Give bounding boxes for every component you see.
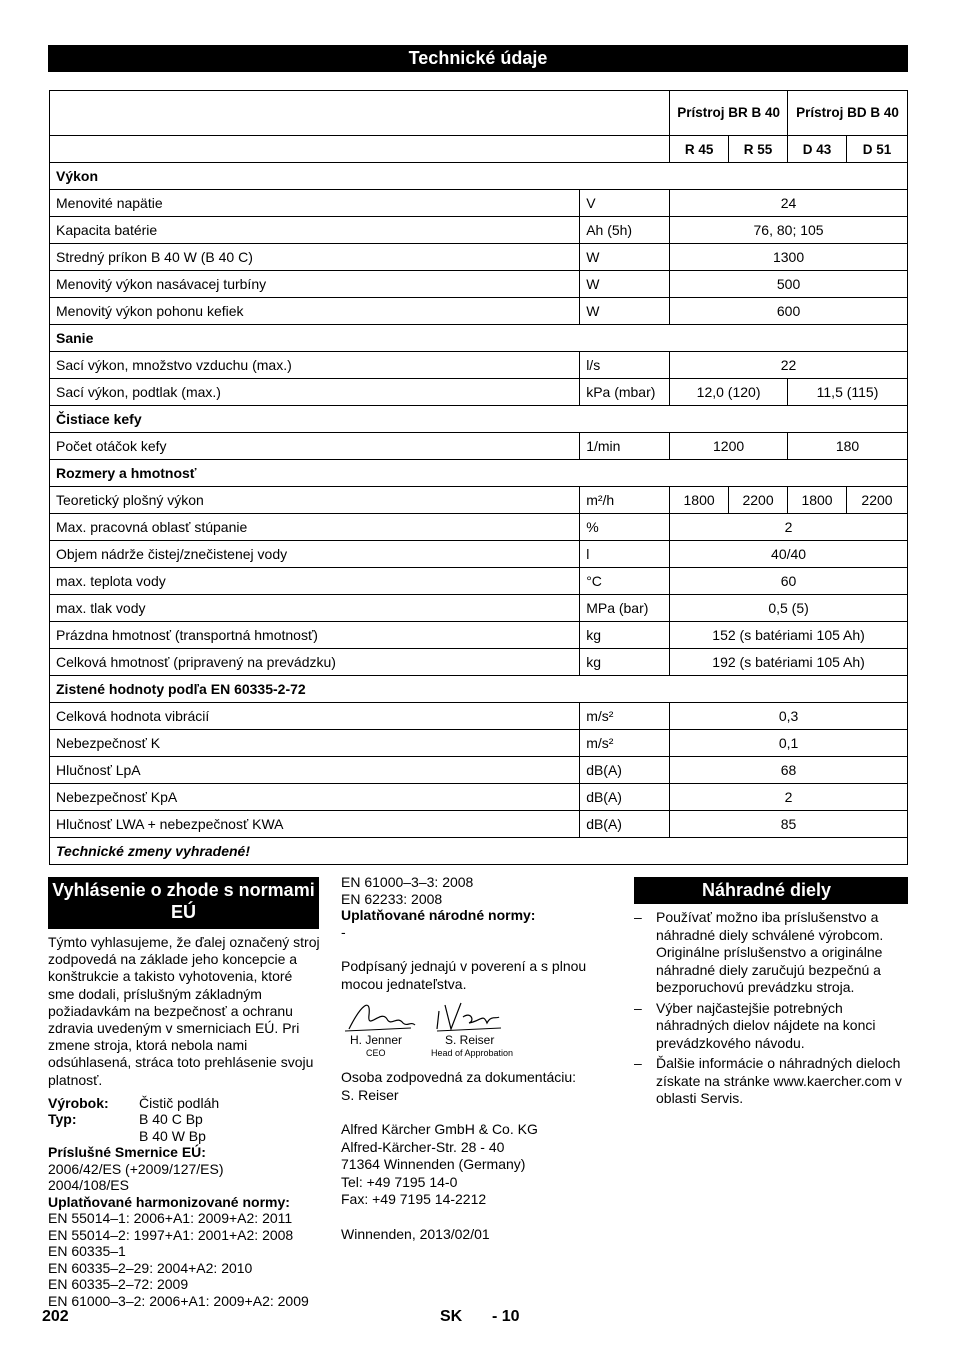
footnote-row (50, 838, 908, 865)
declaration-column-2 (341, 874, 611, 993)
row-unit: l (580, 541, 670, 568)
row-unit: dB(A) (580, 757, 670, 784)
row-value: 12,0 (120) (670, 379, 788, 406)
section-title: Čistiace kefy (50, 406, 908, 433)
row-label: Teoretický plošný výkon (50, 487, 580, 514)
row-value: 1800 (670, 487, 729, 514)
row-label: Počet otáčok kefy (50, 433, 580, 460)
table-header-row (50, 91, 908, 136)
row-label: Stredný príkon B 40 W (B 40 C) (50, 244, 580, 271)
row-value: 76, 80; 105 (670, 217, 908, 244)
row-value: 11,5 (115) (788, 379, 908, 406)
harmonized-label: Uplatňované harmonizované normy: (48, 1193, 290, 1210)
row-unit: Ah (5h) (580, 217, 670, 244)
row-unit: kg (580, 622, 670, 649)
national-label: Uplatňované národné normy: (341, 907, 536, 923)
row-value: 2200 (729, 487, 788, 514)
variant-row (50, 136, 908, 163)
signature-image (341, 995, 621, 1035)
row-label: Prázdna hmotnosť (transportná hmotnosť) (50, 622, 580, 649)
footnote: Technické zmeny vyhradené! (50, 838, 908, 865)
row-value: 192 (s batériami 105 Ah) (670, 649, 908, 676)
row-label: max. tlak vody (50, 595, 580, 622)
harmonized-item: EN 55014–1: 2006+A1: 2009+A2: 2011 (48, 1210, 293, 1227)
section-header-row (50, 406, 908, 433)
type-value: B 40 W Bp (139, 1127, 206, 1144)
harmonized-item: EN 61000–3–3: 2008 (341, 874, 474, 890)
row-unit: dB(A) (580, 784, 670, 811)
table-row (50, 190, 908, 217)
table-row (50, 784, 908, 811)
row-value: 85 (670, 811, 908, 838)
signatures (341, 995, 621, 1060)
table-row (50, 271, 908, 298)
page-number: 202 (42, 1308, 69, 1325)
row-value: 1200 (670, 433, 788, 460)
row-label: Objem nádrže čistej/znečistenej vody (50, 541, 580, 568)
device2-header: Prístroj BD B 40 (788, 91, 908, 136)
device1-header: Prístroj BR B 40 (670, 91, 788, 136)
row-value: 500 (670, 271, 908, 298)
row-label: Menovitý výkon pohonu kefiek (50, 298, 580, 325)
directive-item: 2004/108/ES (48, 1177, 129, 1194)
row-value: 2200 (847, 487, 908, 514)
row-value: 68 (670, 757, 908, 784)
row-unit: % (580, 514, 670, 541)
row-unit: W (580, 244, 670, 271)
national-value: - (341, 923, 346, 940)
row-unit: m/s² (580, 730, 670, 757)
product-row (48, 1095, 320, 1112)
table-row (50, 217, 908, 244)
company-street: Alfred-Kärcher-Str. 28 - 40 (341, 1138, 505, 1155)
type-row (48, 1111, 320, 1128)
variant-header: R 45 (670, 136, 729, 163)
table-row (50, 514, 908, 541)
row-value: 600 (670, 298, 908, 325)
type-label: Typ: (48, 1111, 77, 1128)
table-row (50, 379, 908, 406)
table-row (50, 595, 908, 622)
signer2-name: S. Reiser (445, 1033, 495, 1047)
language-code: SK (440, 1308, 463, 1325)
variant-header: R 55 (729, 136, 788, 163)
table-row (50, 541, 908, 568)
row-unit: W (580, 298, 670, 325)
section-header-row (50, 460, 908, 487)
directive-item: 2006/42/ES (+2009/127/ES) (48, 1160, 224, 1177)
section-title: Rozmery a hmotnosť (50, 460, 908, 487)
type-value: B 40 C Bp (139, 1111, 203, 1128)
table-row (50, 433, 908, 460)
company-fax: Fax: +49 7195 14-2212 (341, 1191, 487, 1207)
row-value: 24 (670, 190, 908, 217)
row-value: 1300 (670, 244, 908, 271)
row-unit: dB(A) (580, 811, 670, 838)
row-unit: kg (580, 649, 670, 676)
list-item: – Ďalšie informácie o náhradných dieloch získate na stránke www.kaercher.com v oblasti Servis. (634, 1055, 902, 1106)
row-label: Kapacita batérie (50, 217, 580, 244)
row-unit: V (580, 190, 670, 217)
table-row (50, 487, 908, 514)
spare-parts-list (634, 909, 910, 1111)
contact-block (341, 1069, 621, 1243)
row-unit: m/s² (580, 703, 670, 730)
place-date: Winnenden, 2013/02/01 (341, 1225, 490, 1242)
row-value: 0,3 (670, 703, 908, 730)
section-title: Zistené hodnoty podľa EN 60335-2-72 (50, 676, 908, 703)
variant-header: D 51 (847, 136, 908, 163)
table-row (50, 649, 908, 676)
row-value: 22 (670, 352, 908, 379)
table-row (50, 622, 908, 649)
table-row (50, 757, 908, 784)
row-unit: W (580, 271, 670, 298)
row-unit: MPa (bar) (580, 595, 670, 622)
section-title: Sanie (50, 325, 908, 352)
row-value: 60 (670, 568, 908, 595)
doc-person-label: Osoba zodpovedná za dokumentáciu: (341, 1069, 577, 1085)
page-title: Technické údaje (48, 45, 908, 72)
row-value: 152 (s batériami 105 Ah) (670, 622, 908, 649)
declaration-title: Vyhlásenie o zhode s normami EÚ (48, 877, 319, 929)
product-label: Výrobok: (48, 1094, 109, 1111)
variant-header: D 43 (788, 136, 847, 163)
table-row (50, 298, 908, 325)
harmonized-item: EN 60335–1 (48, 1243, 126, 1260)
row-unit: m²/h (580, 487, 670, 514)
company-city: 71364 Winnenden (Germany) (341, 1156, 526, 1172)
row-label: Menovitý výkon nasávacej turbíny (50, 271, 580, 298)
product-value: Čistič podláh (139, 1094, 220, 1111)
directives-label: Príslušné Smernice EÚ: (48, 1144, 206, 1161)
table-row (50, 703, 908, 730)
list-item: – Používať možno iba príslušenstvo a náhradné diely schválené výrobcom. Originálne príslušenstvo a originálne náhradné diely zaručujú bezpečnú a bezporuchovú prevádzku stroja. (634, 909, 884, 995)
harmonized-item: EN 60335–2–72: 2009 (48, 1276, 189, 1293)
row-label: Celková hodnota vibrácií (50, 703, 580, 730)
row-unit: 1/min (580, 433, 670, 460)
harmonized-item: EN 61000–3–2: 2006+A1: 2009+A2: 2009 (48, 1292, 309, 1309)
technical-data-table (49, 90, 908, 865)
signer1-role: CEO (366, 1048, 386, 1058)
table-row (50, 244, 908, 271)
row-value: 0,1 (670, 730, 908, 757)
row-label: Sací výkon, množstvo vzduchu (max.) (50, 352, 580, 379)
table-row (50, 568, 908, 595)
row-value: 40/40 (670, 541, 908, 568)
harmonized-item: EN 62233: 2008 (341, 890, 443, 907)
section-header-row (50, 325, 908, 352)
section-header-row (50, 163, 908, 190)
spare-parts-title: Náhradné diely (634, 877, 908, 904)
header-empty-cell (50, 91, 670, 136)
harmonized-item: EN 60335–2–29: 2004+A2: 2010 (48, 1259, 253, 1276)
signer1-name: H. Jenner (350, 1033, 403, 1047)
section-title: Výkon (50, 163, 908, 190)
row-unit: kPa (mbar) (580, 379, 670, 406)
row-label: Menovité napätie (50, 190, 580, 217)
row-label: Nebezpečnosť KpA (50, 784, 580, 811)
sub-page-number: - 10 (492, 1308, 520, 1325)
row-label: Celková hmotnosť (pripravený na prevádzku) (50, 649, 580, 676)
table-row (50, 811, 908, 838)
table-row (50, 352, 908, 379)
doc-person: S. Reiser (341, 1086, 399, 1103)
row-value: 0,5 (5) (670, 595, 908, 622)
declaration-column (48, 934, 320, 1309)
row-label: Sací výkon, podtlak (max.) (50, 379, 580, 406)
row-value: 2 (670, 784, 908, 811)
row-label: Hlučnosť LWA + nebezpečnosť KWA (50, 811, 580, 838)
row-unit: l/s (580, 352, 670, 379)
declaration-intro: Týmto vyhlasujeme, že ďalej označený stroj zodpovedá na základe jeho koncepcie a konštrukcie a takisto vyhotovenia, ktoré sme dodali, príslušným základným požiadavkám na bezpečnosť a ochranu zdravia uvedeným v smerniciach EÚ. Pri zmene stroja, ktorá nebola nami odsúhlasená, stráca toto prehlásenie svoju platnosť. (48, 934, 320, 1088)
row-label: max. teplota vody (50, 568, 580, 595)
type-row (48, 1128, 320, 1145)
row-label: Max. pracovná oblasť stúpanie (50, 514, 580, 541)
row-unit: °C (580, 568, 670, 595)
row-label: Nebezpečnosť K (50, 730, 580, 757)
row-value: 2 (670, 514, 908, 541)
company-tel: Tel: +49 7195 14-0 (341, 1173, 458, 1190)
row-label: Hlučnosť LpA (50, 757, 580, 784)
section-header-row (50, 676, 908, 703)
signers-text: Podpísaný jednajú v poverení a s plnou mocou jednateľstva. (341, 958, 587, 992)
list-item: – Výber najčastejšie potrebných náhradných dielov nájdete na konci prevádzkového návodu. (634, 999, 876, 1051)
signer2-role: Head of Approbation (431, 1048, 514, 1058)
harmonized-item: EN 55014–2: 1997+A1: 2001+A2: 2008 (48, 1226, 294, 1243)
company-name: Alfred Kärcher GmbH & Co. KG (341, 1121, 538, 1137)
variant-empty-cell (50, 136, 670, 163)
row-value: 180 (788, 433, 908, 460)
row-value: 1800 (788, 487, 847, 514)
table-row (50, 730, 908, 757)
